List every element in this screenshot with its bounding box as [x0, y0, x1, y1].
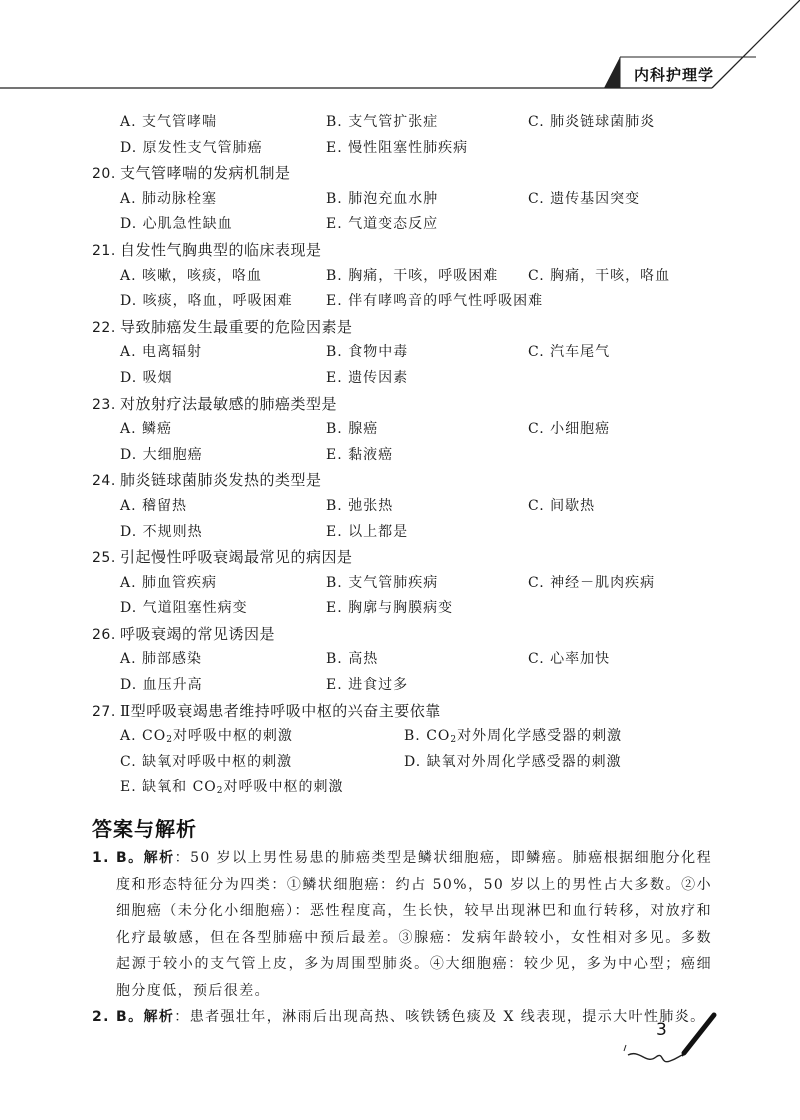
question-stem: 引起慢性呼吸衰竭最常见的病因是 — [120, 548, 353, 567]
answer-label: 解析 — [143, 1009, 175, 1025]
question-22 — [92, 315, 722, 392]
option-d: D. 气道阻塞性病变 — [120, 600, 248, 617]
option-d: D. 不规则热 — [120, 523, 203, 540]
question-stem: 支气管哮喘的发病机制是 — [120, 164, 291, 183]
question-27 — [92, 699, 722, 801]
answer-number: 1. — [92, 850, 110, 866]
option-a: A. 肺血管疾病 — [120, 574, 218, 591]
option-c: C. 胸痛，干咳，咯血 — [528, 267, 671, 284]
pen-icon — [620, 1005, 720, 1075]
option-b: B. 高热 — [326, 651, 379, 668]
option-e: E. 气道变态反应 — [326, 216, 439, 233]
option-d: D. 吸烟 — [120, 369, 173, 386]
option-e: E. 遗传因素 — [326, 369, 409, 386]
option-a: A. 肺动脉栓塞 — [120, 190, 218, 207]
question-20 — [92, 161, 722, 238]
answer-item: 2. B。解析：患者强壮年，淋雨后出现高热、咳铁锈色痰及 X 线表现，提示大叶性肺炎。 — [92, 1004, 712, 1031]
answer-item: 1. B。解析：50 岁以上男性易患的肺癌类型是鳞状细胞癌，即鳞癌。肺癌根据细胞分化程度和形态特征分为四类：①鳞状细胞癌：约占 50%，50 岁以上的男性占大多数。②小细胞癌（未分化小细胞癌）：恶性程度高，生长快，较早出现淋巴和血行转移，对放疗和化疗最敏感，但在各型肺癌中预后最差。③腺癌：发病年龄较小，女性相对多见。多数起源于较小的支气管上皮，多为周围型肺炎。④大细胞癌：较少见，多为中心型；癌细胞分度低，预后很差。 — [92, 845, 712, 1004]
option-d: D. 咳痰，咯血，呼吸困难 — [120, 293, 293, 310]
option-a: A. 鳞癌 — [120, 421, 173, 438]
question-stem: 呼吸衰竭的常见诱因是 — [120, 624, 276, 643]
option-c: C. 汽车尾气 — [528, 344, 611, 361]
answer-label: 解析 — [143, 850, 175, 866]
option-d: D. 缺氧对外周化学感受器的刺激 — [404, 753, 622, 770]
question-number: 23. — [92, 396, 116, 413]
section-title-answers: 答案与解析 — [92, 817, 197, 841]
header-rule — [0, 0, 800, 100]
question-number: 22. — [92, 319, 116, 336]
option-e: E. 以上都是 — [326, 523, 409, 540]
option-c: C. 小细胞癌 — [528, 421, 611, 438]
option-b: B. 支气管扩张症 — [326, 114, 439, 130]
option-e: E. 胸廓与胸膜病变 — [326, 600, 454, 617]
question-number: 21. — [92, 242, 116, 259]
option-b: B. 弛张热 — [326, 497, 394, 514]
question-stem: 自发性气胸典型的临床表现是 — [120, 240, 322, 259]
question-25 — [92, 545, 722, 622]
option-d: D. 血压升高 — [120, 677, 203, 694]
question-number: 26. — [92, 626, 116, 643]
option-c: C. 肺炎链球菌肺炎 — [528, 114, 656, 130]
option-d: D. 大细胞癌 — [120, 446, 203, 463]
answer-text: ：50 岁以上男性易患的肺癌类型是鳞状细胞癌，即鳞癌。肺癌根据细胞分化程度和形态特征分为四类：①鳞状细胞癌：约占 50%，50 岁以上的男性占大多数。②小细胞癌（未分化小细胞癌）：恶性程度高，生长快，较早出现淋巴和血行转移，对放疗和化疗最敏感，但在各型肺癌中预后最差。③腺癌：发病年龄较小，女性相对多见。多数起源于较小的支气管上皮，多为周围型肺炎。④大细胞癌：较少见，多为中心型；癌细胞分度低，预后很差。 — [116, 850, 712, 999]
question-list — [92, 110, 722, 801]
question-number: 25. — [92, 550, 116, 567]
option-c: C. 神经－肌肉疾病 — [528, 574, 656, 591]
option-e: E. 慢性阻塞性肺疾病 — [326, 139, 469, 156]
option-c: C. 间歇热 — [528, 497, 596, 514]
option-b: B. $CO_2$对外周化学感受器的刺激 — [404, 728, 623, 746]
option-a: A. $CO_2$对呼吸中枢的刺激 — [120, 728, 293, 746]
question-24 — [92, 468, 722, 545]
answer-number: 2. — [92, 1009, 110, 1025]
question-number: 27. — [92, 703, 116, 720]
option-e: E. 伴有哮鸣音的呼气性呼吸困难 — [326, 293, 544, 310]
option-a: A. 稽留热 — [120, 497, 188, 514]
question-26 — [92, 622, 722, 699]
option-b: B. 支气管肺疾病 — [326, 574, 439, 591]
option-b: B. 肺泡充血水肿 — [326, 190, 439, 207]
option-b: B. 腺癌 — [326, 421, 379, 438]
option-a: A. 咳嗽，咳痰，咯血 — [120, 267, 263, 284]
option-c: C. 遗传基因突变 — [528, 190, 641, 207]
answer-key: B — [116, 850, 129, 866]
answer-text: ：患者强壮年，淋雨后出现高热、咳铁锈色痰及 X 线表现，提示大叶性肺炎。 — [174, 1009, 706, 1025]
option-b: B. 食物中毒 — [326, 344, 409, 361]
running-head: 内科护理学 — [633, 66, 714, 84]
option-e: E. 黏液癌 — [326, 446, 394, 463]
option-b: B. 胸痛，干咳，呼吸困难 — [326, 267, 499, 284]
option-a: A. 电离辐射 — [120, 344, 203, 361]
option-c: C. 缺氧对呼吸中枢的刺激 — [120, 753, 293, 770]
question-stem: Ⅱ型呼吸衰竭患者维持呼吸中枢的兴奋主要依靠 — [120, 701, 441, 720]
question-23 — [92, 392, 722, 469]
option-d: D. 原发性支气管肺癌 — [120, 139, 263, 156]
option-e: E. 进食过多 — [326, 677, 409, 694]
page-number: 3 — [656, 1020, 667, 1040]
question-number: 20. — [92, 166, 116, 183]
option-c: C. 心率加快 — [528, 651, 611, 668]
question-stem: 导致肺癌发生最重要的危险因素是 — [120, 317, 353, 336]
question-19-options — [92, 110, 722, 161]
question-stem: 对放射疗法最敏感的肺癌类型是 — [120, 394, 338, 413]
option-a: A. 肺部感染 — [120, 651, 203, 668]
answer-key: B — [116, 1009, 129, 1025]
question-number: 24. — [92, 473, 116, 490]
option-a: A. 支气管哮喘 — [120, 114, 218, 130]
question-stem: 肺炎链球菌肺炎发热的类型是 — [120, 471, 322, 490]
option-e: E. 缺氧和 $CO_2$对呼吸中枢的刺激 — [120, 779, 344, 797]
answer-list — [92, 845, 712, 1031]
option-d: D. 心肌急性缺血 — [120, 216, 233, 233]
question-21 — [92, 238, 722, 315]
